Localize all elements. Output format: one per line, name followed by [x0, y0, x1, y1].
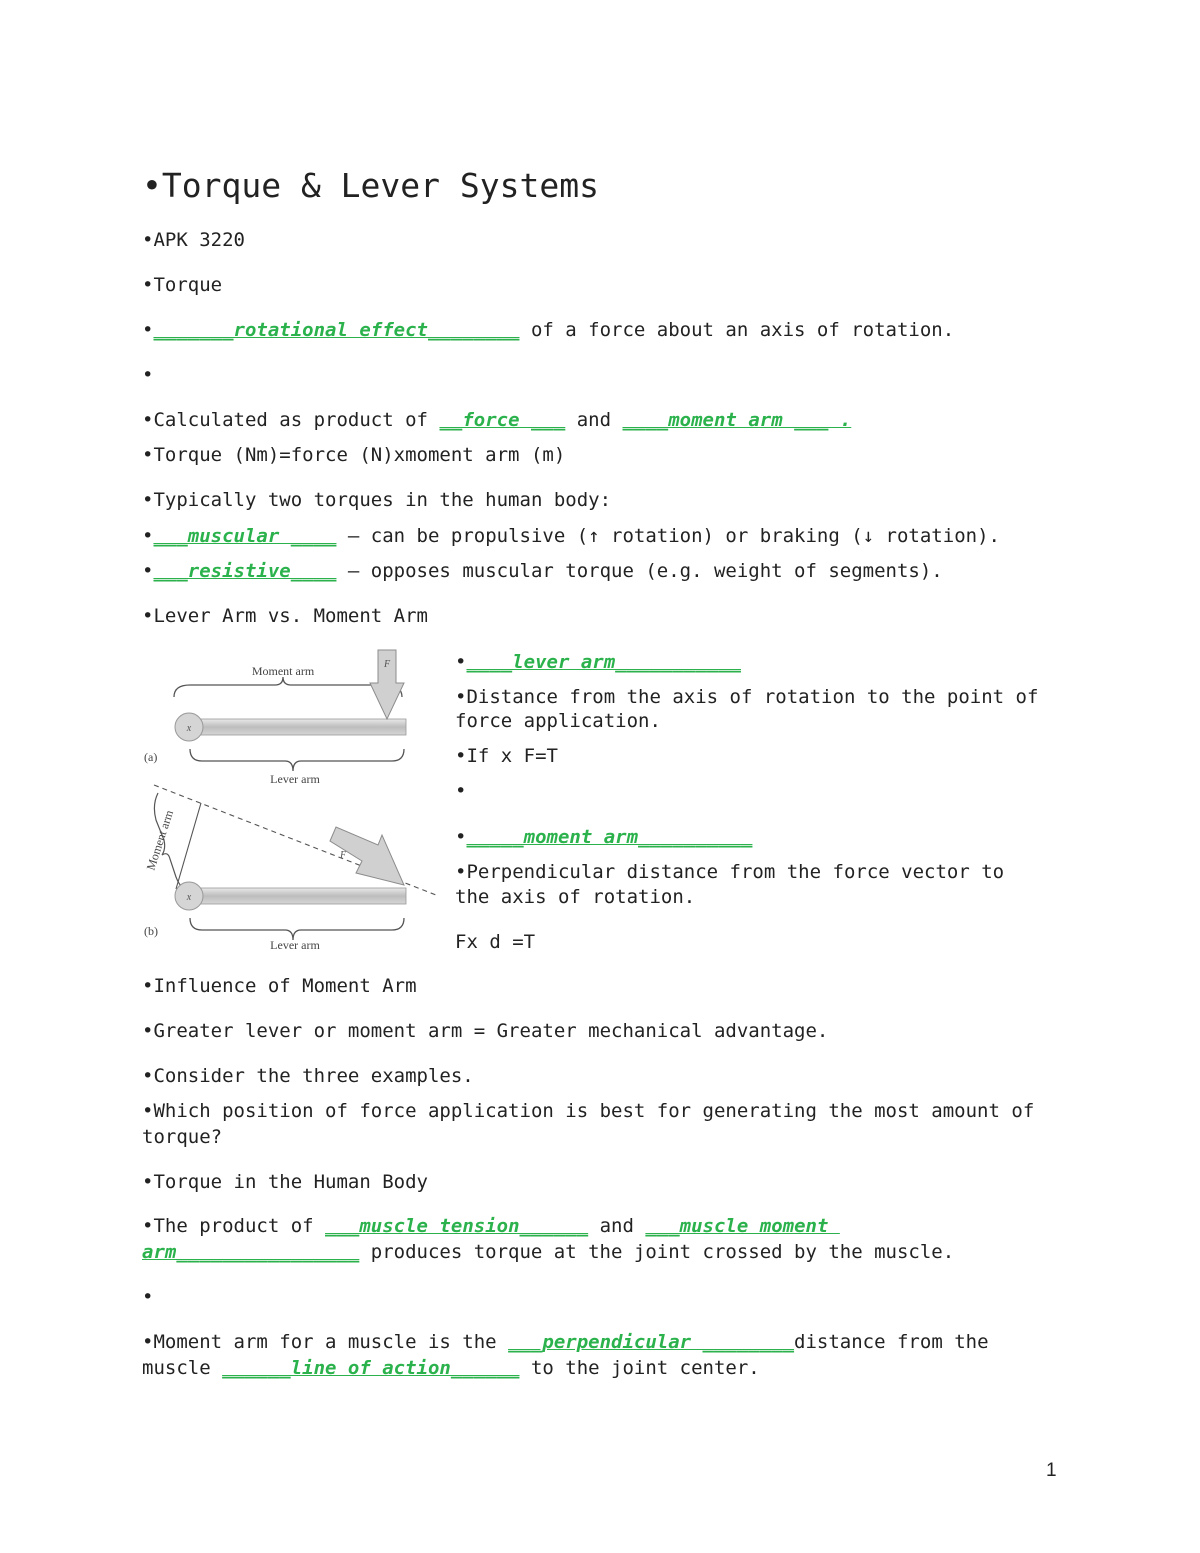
lever-bar-b — [190, 888, 406, 904]
page-number: 1 — [1046, 1460, 1057, 1481]
moment-arm-definition-cont: the axis of rotation. — [455, 886, 696, 908]
greater-line: •Greater lever or moment arm = Greater mechanical advantage. — [142, 1020, 829, 1042]
influence-heading: •Influence of Moment Arm — [142, 975, 417, 997]
torque-formula: •Torque (Nm)=force (N)xmoment arm (m) — [142, 444, 566, 466]
fill-blank-moment-arm: ____moment arm ___ . — [622, 409, 852, 431]
lever-arm-label-a: Lever arm — [270, 772, 320, 786]
fill-blank-resistive: ___resistive____ — [153, 560, 337, 582]
fill-blank-line-of-action: ______line of action______ — [222, 1357, 520, 1379]
fill-blank-moment-arm-right: _____moment arm__________ — [466, 826, 753, 848]
fill-blank-muscle-moment-arm: ___muscle moment — [645, 1215, 840, 1237]
fill-blank-lever-arm: ____lever arm___________ — [466, 651, 741, 673]
muscular-torque-line: •___muscular ____ – can be propulsive (↑ rotation) or braking (↓ rotation). — [142, 525, 1000, 547]
empty-bullet-right: • — [455, 780, 467, 802]
axis-label-a: x — [186, 723, 192, 734]
moment-arm-definition: •Perpendicular distance from the force vector to — [455, 861, 1005, 883]
lever-arm-brace-a — [190, 749, 404, 771]
empty-bullet: • — [142, 364, 154, 386]
lever-bar-a — [190, 719, 406, 735]
two-torques-line: •Typically two torques in the human body: — [142, 489, 612, 511]
panel-label-b: (b) — [144, 924, 158, 938]
if-line: •If x F=T — [455, 745, 558, 767]
lever-arm-definition: •Distance from the axis of rotation to the point of — [455, 686, 1039, 708]
empty-bullet-2: • — [142, 1286, 154, 1308]
fill-blank-muscular: ___muscular ____ — [153, 525, 337, 547]
fill-blank-rotational-effect: _______rotational effect________ — [153, 319, 520, 341]
perpendicular-moment-arm — [176, 803, 201, 889]
which-line-cont: torque? — [142, 1126, 223, 1148]
resistive-torque-line: •___resistive____ — opposes muscular torque (e.g. weight of segments). — [142, 560, 943, 582]
moment-arm-blank-line: •_____moment arm__________ — [455, 826, 753, 848]
calc-line: •Calculated as product of __force ___ and ____moment arm ___ . — [142, 409, 852, 431]
moment-arm-brace-a — [174, 677, 402, 697]
moment-arm-label-a: Moment arm — [251, 664, 315, 678]
which-line: •Which position of force application is best for generating the most amount of — [142, 1100, 1035, 1122]
lever-vs-moment-heading: •Lever Arm vs. Moment Arm — [142, 605, 428, 627]
torque-definition: •_______rotational effect________ of a force about an axis of rotation. — [142, 319, 955, 341]
product-line: •The product of ___muscle tension______ and ___muscle moment — [142, 1215, 840, 1237]
course-code: •APK 3220 — [142, 229, 245, 251]
moment-arm-label-b: Moment arm — [143, 808, 177, 872]
moment-arm-muscle-line: •Moment arm for a muscle is the ___perpendicular ________distance from the — [142, 1331, 989, 1353]
fxd-formula: Fx d =T — [455, 931, 536, 953]
fill-blank-force: __force ___ — [439, 409, 566, 431]
fill-blank-muscle-moment-arm-cont: arm________________ — [142, 1241, 360, 1263]
lever-arm-definition-cont: force application. — [455, 710, 661, 732]
fill-blank-perpendicular: ___perpendicular ________ — [508, 1331, 795, 1353]
torque-heading: •Torque — [142, 274, 223, 296]
force-label-b: F — [340, 850, 347, 861]
product-line-cont: arm________________ produces torque at the joint crossed by the muscle. — [142, 1241, 955, 1263]
panel-label-a: (a) — [144, 750, 158, 764]
consider-line: •Consider the three examples. — [142, 1065, 474, 1087]
lever-moment-arm-figure — [140, 645, 440, 955]
lever-arm-label-b: Lever arm — [270, 938, 320, 952]
page-title: •Torque & Lever Systems — [142, 166, 599, 205]
axis-label-b: x — [186, 892, 192, 903]
human-body-heading: •Torque in the Human Body — [142, 1171, 428, 1193]
fill-blank-muscle-tension: ___muscle tension______ — [325, 1215, 589, 1237]
lever-arm-blank-line: •____lever arm___________ — [455, 651, 741, 673]
lever-arm-brace-b — [190, 918, 404, 940]
force-label-a: F — [383, 659, 391, 670]
moment-arm-muscle-line-cont: muscle ______line of action______ to the joint center. — [142, 1357, 760, 1379]
